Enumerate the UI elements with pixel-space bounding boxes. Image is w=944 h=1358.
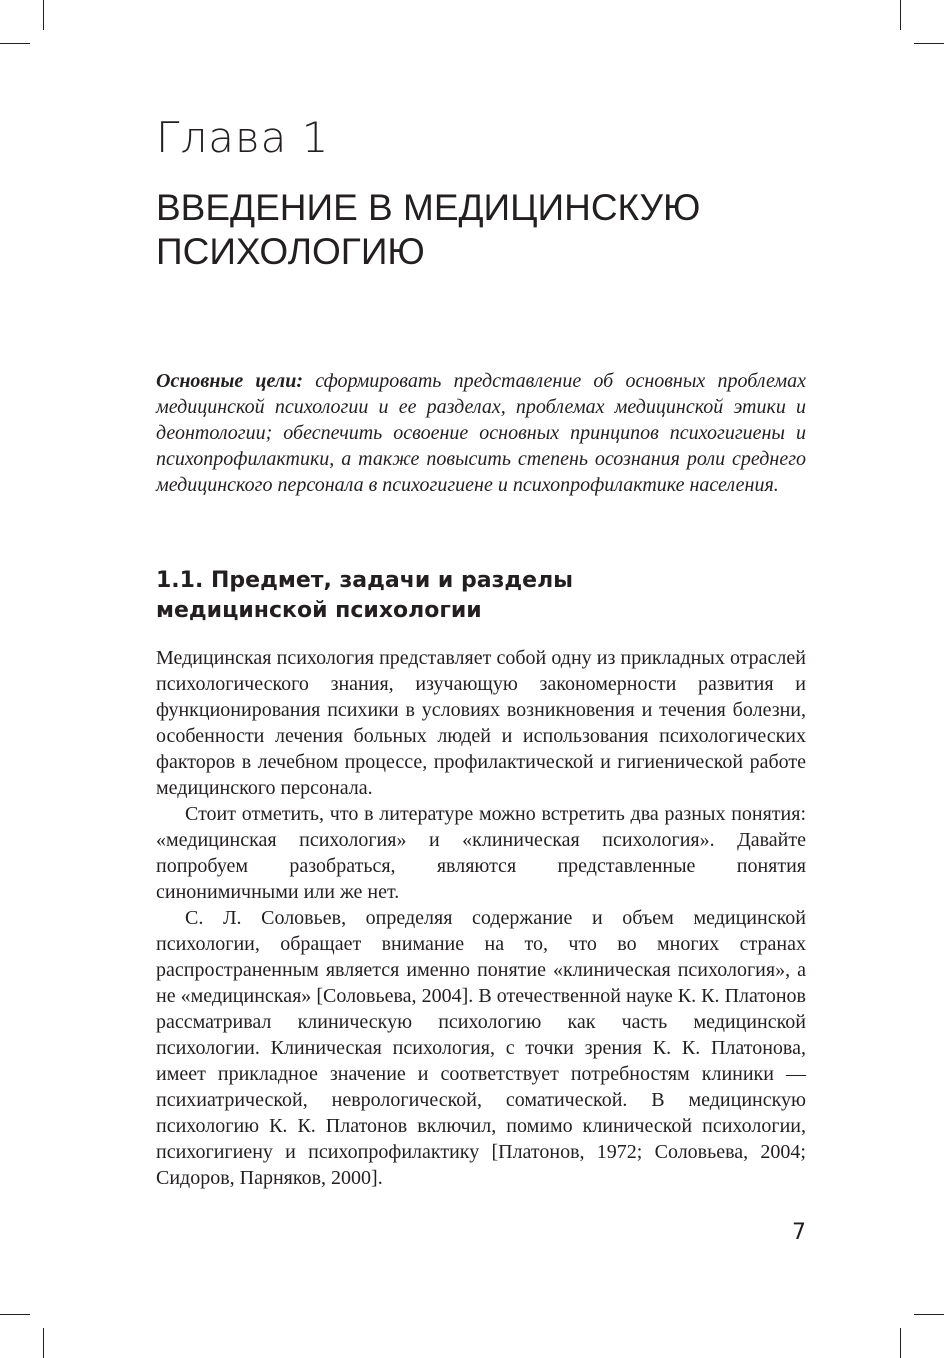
- crop-mark-bottom-left-vertical: [43, 1328, 44, 1358]
- body-paragraph: Стоит отметить, что в литературе можно встретить два разных понятия: «медицинская психология» и «клиническая психология». Давайте попробуем разобраться, являются представленные понятия синонимичными или же нет.: [156, 803, 806, 903]
- chapter-label: Глава 1: [156, 113, 330, 162]
- page-number: 7: [792, 1220, 806, 1245]
- crop-mark-top-left-vertical: [43, 0, 44, 30]
- body-paragraph: Медицинская психология представляет собой одну из прикладных отраслей психологического знания, изучающую закономерности развития и функционирования психики в условиях возникновения и течения болезни, особенности лечения больных людей и использования психологических факторов в лечебном процессе, профилактической и гигиенической работе медицинского персонала.: [156, 647, 806, 799]
- crop-mark-bottom-left-horizontal: [0, 1314, 30, 1315]
- goals-text: сформировать представление об основных проблемах медицинской психологии и ее разделах, проблемах медицинской этики и деонтологии; обеспечить освоение основных принципов психогигиены и психопрофилактики, а также повысить степень осознания роли среднего медицинского персонала в психогигиене и психопрофилактике населения.: [156, 370, 807, 496]
- crop-mark-top-right-horizontal: [914, 43, 944, 44]
- chapter-title-line: ПСИХОЛОГИЮ: [156, 231, 425, 272]
- chapter-title: [156, 186, 856, 274]
- section-heading-line: 1.1. Предмет, задачи и разделы: [156, 568, 574, 593]
- crop-mark-top-right-vertical: [900, 0, 901, 30]
- chapter-goals: [156, 368, 806, 498]
- crop-mark-top-left-horizontal: [0, 43, 30, 44]
- crop-mark-bottom-right-horizontal: [914, 1314, 944, 1315]
- chapter-title-line: ВВЕДЕНИЕ В МЕДИЦИНСКУЮ: [156, 187, 701, 228]
- section-heading-line: медицинской психологии: [156, 598, 482, 623]
- section-heading: [156, 566, 806, 626]
- section-body: [156, 645, 806, 1191]
- body-paragraph: С. Л. Соловьев, определяя содержание и объем медицинской психологии, обращает внимание на то, что во многих странах распространенным является именно понятие «клиническая психология», а не «медицинская» [Соловьева, 2004]. В отечественной науке К. К. Платонов рассматривал клиническую психологию как часть медицинской психологии. Клиническая психология, с точки зрения К. К. Платонова, имеет прикладное значение и соответствует потребностям клиники — психиатрической, неврологической, соматической. В медицинскую психологию К. К. Платонов включил, помимо клинической психологии, психогигиену и психопрофилактику [Платонов, 1972; Соловьева, 2004; Сидоров, Парняков, 2000].: [156, 907, 806, 1189]
- crop-mark-bottom-right-vertical: [900, 1328, 901, 1358]
- goals-label: Основные цели:: [156, 370, 303, 392]
